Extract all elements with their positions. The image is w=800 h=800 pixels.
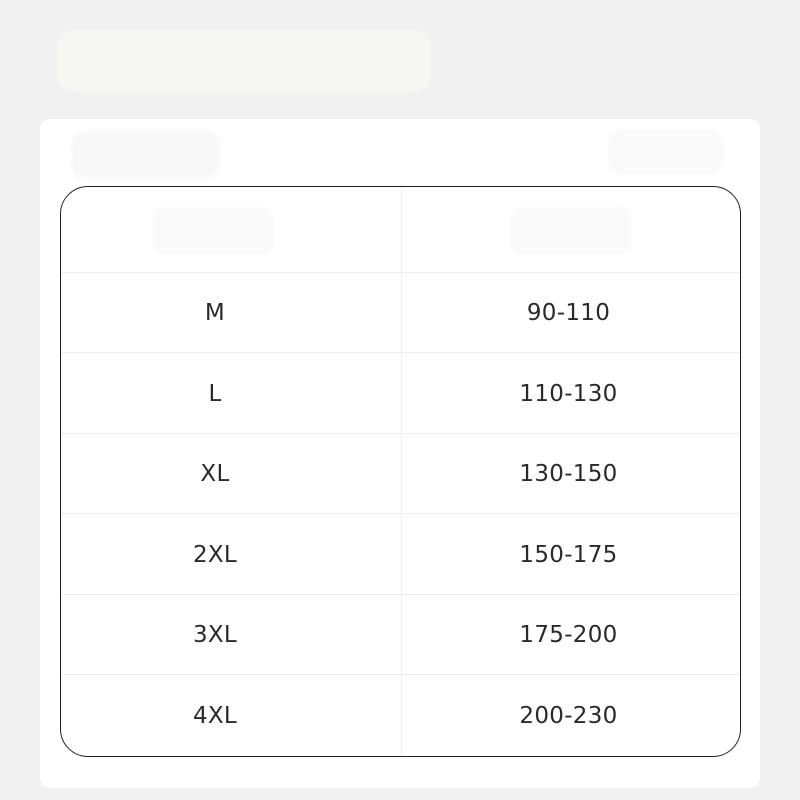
table-row (61, 273, 740, 353)
range-cell: 175-200 (519, 622, 618, 648)
size-cell: L (208, 381, 222, 407)
blurred-title-placeholder (58, 30, 430, 92)
size-cell: XL (200, 461, 230, 487)
blurred-card-label-placeholder (72, 131, 220, 179)
size-chart-card (40, 119, 760, 788)
size-cell: 2XL (192, 542, 238, 568)
range-cell: 130-150 (519, 461, 618, 487)
table-row (61, 595, 740, 675)
range-cell: 150-175 (519, 542, 618, 568)
size-cell: 4XL (192, 703, 238, 729)
size-table (60, 186, 741, 757)
size-cell: M (204, 300, 226, 326)
table-row (61, 676, 740, 756)
table-row (61, 434, 740, 514)
blurred-card-unit-placeholder (608, 129, 724, 175)
table-row (61, 354, 740, 434)
table-header-row (61, 187, 740, 273)
range-cell: 200-230 (519, 703, 618, 729)
range-cell: 110-130 (519, 381, 618, 407)
size-cell: 3XL (192, 622, 238, 648)
range-cell: 90-110 (526, 300, 611, 326)
table-row (61, 515, 740, 595)
blurred-range-header (511, 207, 631, 255)
blurred-size-header (153, 207, 273, 255)
